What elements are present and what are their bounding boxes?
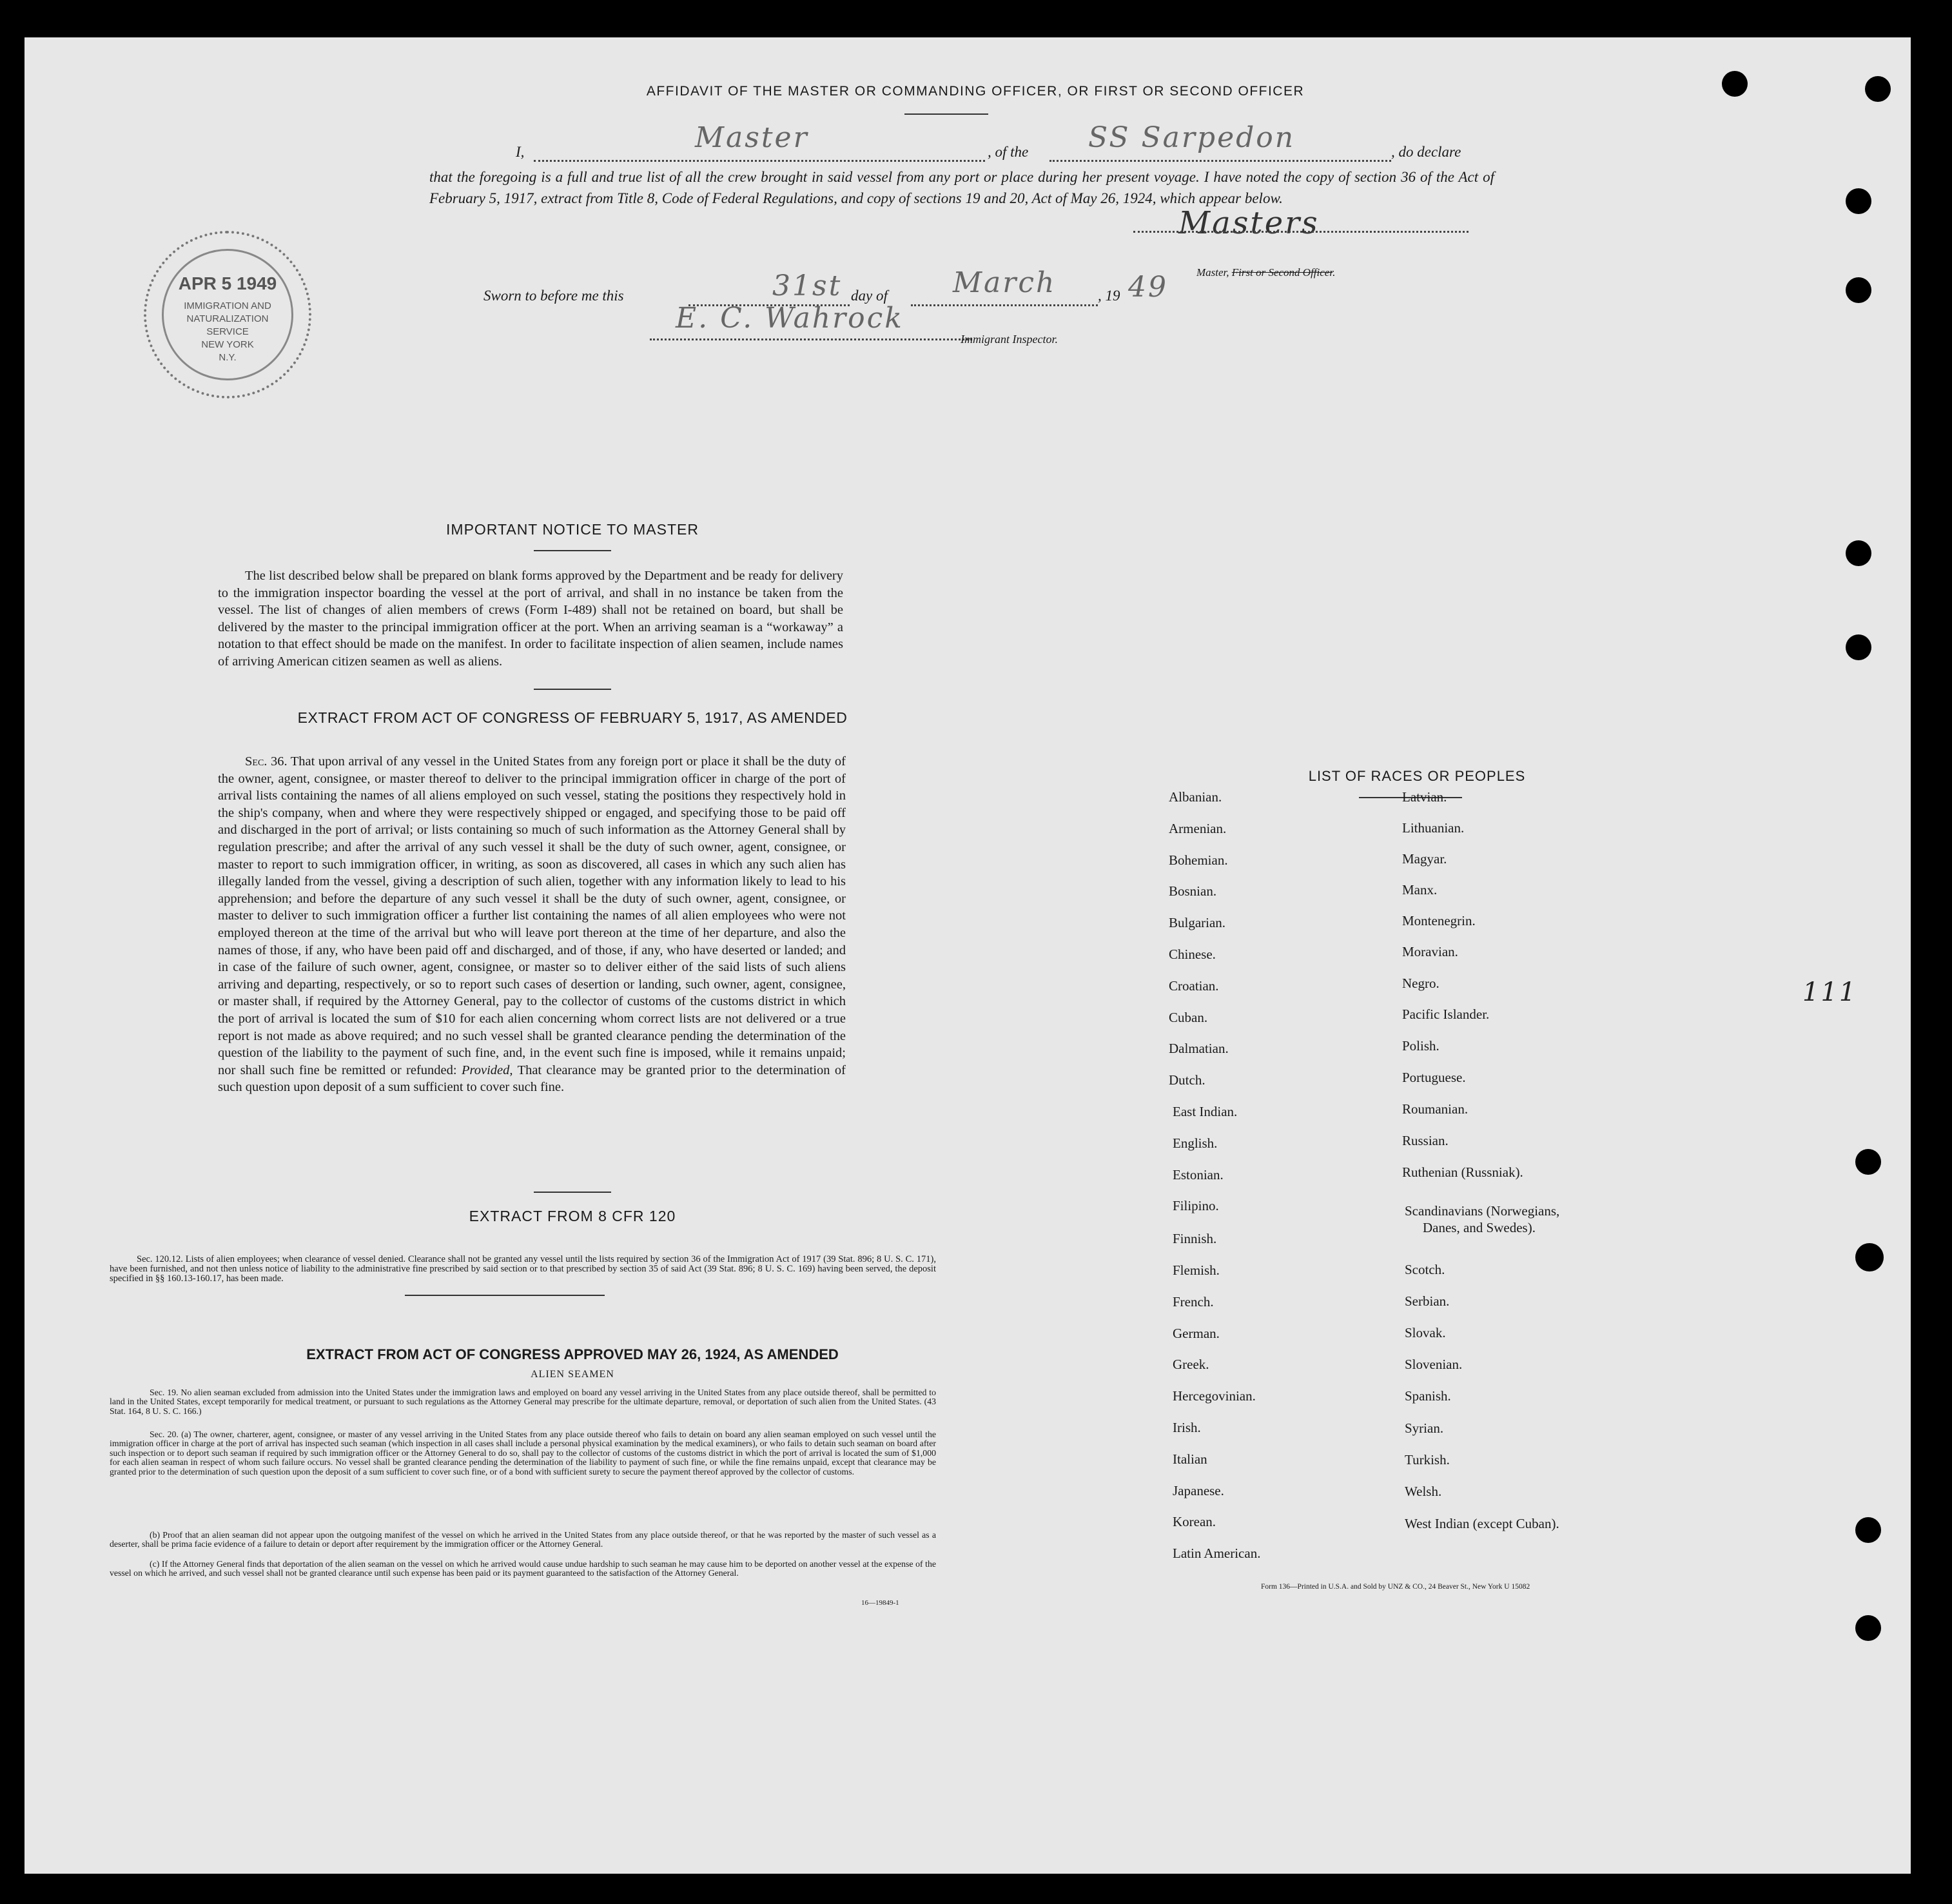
race-item: Moravian.	[1402, 944, 1458, 959]
race-item: West Indian (except Cuban).	[1405, 1516, 1559, 1531]
race-item: Bulgarian.	[1169, 915, 1226, 931]
sworn-prefix: Sworn to before me this	[483, 288, 624, 304]
race-item: Roumanian.	[1402, 1101, 1469, 1117]
punch-hole	[1846, 188, 1871, 214]
name-handwritten: Master	[695, 121, 809, 154]
punch-hole	[1846, 277, 1871, 303]
affidavit-declare: , do declare	[1391, 144, 1461, 160]
rule-1917	[534, 689, 611, 690]
race-item: Cuban.	[1169, 1009, 1208, 1025]
affidavit-i: I,	[516, 144, 525, 160]
signature-caption	[1196, 266, 1335, 279]
race-item: Greek.	[1173, 1357, 1209, 1373]
race-item: English.	[1173, 1135, 1218, 1151]
form-code: 16—19849-1	[861, 1599, 899, 1607]
stamp-line6: N.Y.	[219, 352, 237, 363]
signature-line	[1133, 231, 1469, 233]
sec20c-body: (c) If the Attorney General finds that deportation of the alien seaman on the vessel on which he arrived would cause undue hardship to such seaman he may cause him to be deported on another vessel at the expense of the vessel on which he arrived, and such vessel shall not be granted clearance until such expense has been paid or its payment guaranteed to the satisfaction of the Attorney General.	[110, 1559, 936, 1578]
notice-body: The list described below shall be prepared on blank forms approved by the Department and be ready for delivery to the immigration inspector boarding the vessel at the port of arrival, and shall in no instance be taken from the vessel. The list of changes of alien members of crews (Form I-489) shall not be retained on board, but shall be delivered by the master to the principal immigration officer at the port. When an arriving seaman is a “workaway” a notation to that effect should be made on the manifest. In order to facilitate inspection of alien seamen, include names of arriving American citizen seamen as well as aliens.	[218, 569, 843, 669]
race-item: Welsh.	[1405, 1484, 1442, 1499]
form-footer: Form 136—Printed in U.S.A. and Sold by UNZ & CO., 24 Beaver St., New York U 15082	[1261, 1583, 1530, 1591]
race-item: Japanese.	[1173, 1482, 1224, 1498]
race-item: Finnish.	[1173, 1231, 1217, 1247]
races-title: LIST OF RACES OR PEOPLES	[1308, 768, 1526, 784]
title-rule	[904, 113, 988, 115]
race-item: Hercegovinian.	[1173, 1388, 1256, 1404]
cfr-body: Sec. 120.12. Lists of alien employees; when clearance of vessel denied. Clearance shall not be granted any vessel until the lists required by section 36 of the Immigration Act of 1917 (39 Stat. 896; 8 U. S. C. 171), have been furnished, and not then unless notice of liability to the administrative fine prescribed by said section or to that prescribed by section 35 of said Act (39 Stat. 896; 8 U. S. C. 169) having been served, the deposit specified in §§ 160.13-160.17, has been made.	[110, 1254, 936, 1284]
sworn-year: , 19	[1098, 288, 1120, 304]
year-handwritten: 49	[1128, 271, 1168, 304]
race-item: Serbian.	[1405, 1293, 1450, 1309]
race-item: Croatian.	[1169, 977, 1219, 994]
stamp-line3: NATURALIZATION	[186, 313, 269, 324]
signature-label: Master,	[1196, 266, 1232, 279]
race-item: East Indian.	[1173, 1104, 1238, 1119]
race-item: Montenegrin.	[1402, 913, 1476, 928]
master-signature: Masters	[1178, 205, 1320, 241]
race-item: Dutch.	[1169, 1072, 1205, 1088]
punch-hole	[1855, 1615, 1881, 1641]
notice-rule	[534, 550, 611, 551]
sec36-label: Sec. 36.	[245, 754, 288, 769]
race-item: Manx.	[1402, 882, 1438, 898]
race-item: Chinese.	[1169, 947, 1216, 962]
race-item: Dalmatian.	[1169, 1041, 1229, 1057]
race-item: German.	[1173, 1325, 1220, 1341]
race-item: Ruthenian (Russniak).	[1402, 1164, 1523, 1180]
race-item: Portuguese.	[1402, 1070, 1466, 1085]
race-item: Albanian.	[1169, 789, 1222, 805]
punch-hole	[1855, 1149, 1881, 1175]
race-item: Italian	[1173, 1451, 1207, 1467]
sec19-body: Sec. 19. No alien seaman excluded from admission into the United States under the immigration laws and employed on board any vessel arriving in the United States from any place outside thereof, shall be permitted to land in the United States, except temporarily for medical treatment, or pursuant to such regulations as the Attorney General may prescribe for the ultimate departure, removal, or deportation of such alien from the United States. (43 Stat. 164, 8 U. S. C. 166.)	[110, 1388, 936, 1416]
race-item: Bohemian.	[1169, 852, 1228, 868]
race-item: Slovenian.	[1405, 1357, 1463, 1372]
signature-end: .	[1332, 266, 1336, 279]
race-item: Scotch.	[1405, 1262, 1445, 1277]
race-item: Armenian.	[1169, 820, 1227, 836]
extract-1924-subtitle: ALIEN SEAMEN	[531, 1369, 614, 1380]
sec20b-body: (b) Proof that an alien seaman did not appear upon the outgoing manifest of the vessel on which he arrived in the United States from any place outside thereof, or that he was reported by the master of such vessel as a deserter, shall be prima facie evidence of a failure to detain or deport after requirement by the immigration officer or the Attorney General.	[110, 1530, 936, 1549]
punch-hole	[1865, 76, 1891, 102]
inspector-handwritten: E. C. Wahrock	[676, 302, 904, 335]
sec20a-body: Sec. 20. (a) The owner, charterer, agent, consignee, or master of any vessel arriving in the United States from any place outside thereof who fails to detain on board any alien seaman employed on such vessel until the immigration officer in charge at the port of arrival has inspected such seaman (which inspection in all cases shall include a personal physical examination by the medical examiners), or who fails to detain such seaman on board after such inspection or to deport such seaman if required by such immigration officer or the Attorney General to do so, shall pay to the collector of customs of the customs district in which the port of arrival is located the sum of $1,000 for each alien seaman in respect of whom such failure occurs. No vessel shall be granted clearance pending the determination of the liability to payment of such fine, or while the fine remains unpaid, except that clearance may be granted prior to the determination of such question upon the deposit of a sum sufficient to cover such fine, or of a bond with sufficient surety to secure the payment thereof approved by the collector of customs.	[110, 1429, 936, 1477]
race-item: Turkish.	[1405, 1452, 1450, 1467]
race-item: French.	[1173, 1293, 1214, 1310]
stamp-line2: IMMIGRATION AND	[184, 300, 271, 311]
race-item: Lithuanian.	[1402, 820, 1465, 836]
race-item: Latvian.	[1402, 789, 1447, 805]
race-item: Pacific Islander.	[1402, 1006, 1490, 1022]
race-item: Scandinavians (Norwegians,	[1405, 1203, 1560, 1219]
stamp-date: APR 5 1949	[178, 273, 277, 293]
rule-cfr	[534, 1192, 611, 1193]
race-item: Irish.	[1173, 1420, 1201, 1435]
extract-1924-title: EXTRACT FROM ACT OF CONGRESS APPROVED MAY 26, 1924, AS AMENDED	[306, 1346, 839, 1362]
punch-hole	[1846, 540, 1871, 566]
race-item: Russian.	[1402, 1133, 1449, 1148]
race-item: Bosnian.	[1169, 883, 1217, 899]
rule-1924	[405, 1295, 605, 1296]
race-item: Danes, and Swedes).	[1423, 1220, 1536, 1235]
immigration-stamp	[144, 231, 311, 398]
race-item: Korean.	[1173, 1514, 1216, 1530]
race-item: Slovak.	[1405, 1325, 1446, 1340]
sec36-end: That clearance may be granted prior to the determination of such question upon deposit of a sum sufficient to cover such fine.	[218, 1063, 846, 1095]
provided-word: Provided,	[462, 1063, 513, 1077]
signature-struck: First or Second Officer	[1231, 266, 1333, 279]
punch-hole	[1855, 1243, 1884, 1271]
vessel-handwritten: SS Sarpedon	[1088, 121, 1296, 154]
extract-1917-title: EXTRACT FROM ACT OF CONGRESS OF FEBRUARY 5, 1917, AS AMENDED	[297, 709, 848, 726]
punch-hole	[1855, 1517, 1881, 1543]
affidavit-of-the: , of the	[988, 144, 1029, 160]
punch-hole	[1846, 634, 1871, 660]
sworn-day-of: day of	[851, 288, 888, 304]
day-handwritten: 31st	[772, 270, 843, 302]
month-handwritten: March	[953, 266, 1057, 299]
notice-title: IMPORTANT NOTICE TO MASTER	[446, 521, 699, 538]
race-item: Flemish.	[1173, 1262, 1220, 1278]
affidavit-title: AFFIDAVIT OF THE MASTER OR COMMANDING OFFICER, OR FIRST OR SECOND OFFICER	[646, 84, 1305, 99]
race-item: Latin American.	[1173, 1546, 1261, 1562]
extract-1917-body	[218, 753, 846, 1096]
stamp-line4: SERVICE	[206, 326, 249, 337]
race-item: Syrian.	[1405, 1420, 1444, 1436]
race-item: Estonian.	[1173, 1166, 1224, 1183]
inspector-label: Immigrant Inspector.	[961, 333, 1058, 346]
affidavit-body: that the foregoing is a full and true list of all the crew brought in said vessel from any port or place during her present voyage. I have noted the copy of section 36 of the Act of February 5, 1917, extract from Title 8, Code of Federal Regulations, and copy of sections 19 and 20, Act of May 26, 1924, which appear below.	[429, 169, 1494, 206]
sec36-text: That upon arrival of any vessel in the United States from any foreign port or place it shall be the duty of the owner, agent, consignee, or master thereof to deliver to the principal immigration officer in charge of the port of arrival lists containing the names of all aliens employed on such vessel, stating the positions they respectively hold in the ship's company, when and where they were respectively shipped or engaged, and specifying those to be paid off and discharged in the port of arrival; or lists containing so much of such information as the Attorney General shall by regulation prescribe; and after the arrival of any such vessel it shall be the duty of such owner, agent, consignee, or master to report to such immigration officer, in writing, as soon as discovered, all cases in which any such alien has illegally landed from the vessel, giving a description of such alien, together with any information likely to lead to his apprehension; and before the departure of any such vessel it shall be the duty of such owner, agent, consignee, or master to deliver to such immigration officer a further list containing the names of all alien employees who were not employed thereon at the time of the arrival but who will leave port thereon at the time of her departure, and also the names of those, if any, who have been paid off and discharged, and of those, if any, who have deserted or landed; and in case of the failure of such owner, agent, consignee, or master so to deliver either of the said lists of such aliens arriving and departing, respectively, or so to report such cases of desertion or landing, such owner, agent, consignee, or master shall, if required by the Attorney General, pay to the collector of customs of the customs district in which the port of arrival is located the sum of $10 for each alien concerning whom correct lists are not delivered or a true report is not made as above required; and no such vessel shall be granted clearance pending the determination of the question of the liability to the payment of such fine, and, in the event such fine is imposed, while it remains unpaid; nor shall such fine be remitted or refunded:	[218, 754, 846, 1077]
margin-mark: 111	[1802, 977, 1858, 1007]
race-item: Magyar.	[1402, 851, 1447, 867]
cfr-title: EXTRACT FROM 8 CFR 120	[469, 1208, 676, 1224]
stamp-line5: NEW YORK	[201, 339, 254, 350]
punch-hole	[1722, 71, 1748, 97]
race-item: Filipino.	[1173, 1198, 1219, 1214]
race-item: Negro.	[1402, 976, 1440, 991]
race-item: Polish.	[1402, 1038, 1440, 1054]
race-item: Spanish.	[1405, 1388, 1451, 1404]
document-page	[24, 37, 1911, 1874]
